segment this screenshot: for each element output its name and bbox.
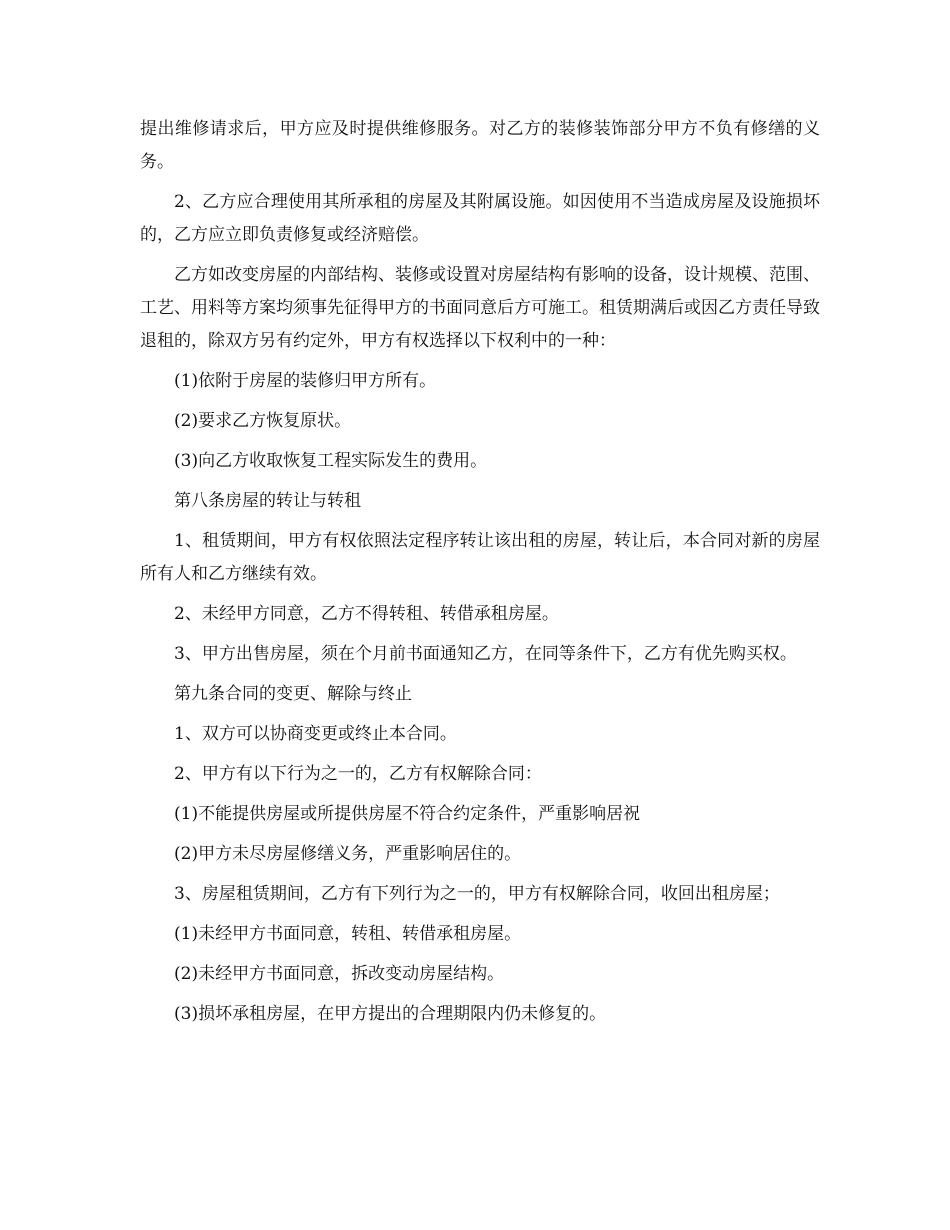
list-item-3: (3)向乙方收取恢复工程实际发生的费用。 bbox=[174, 451, 488, 471]
article-9-clause-3: 3、房屋租赁期间，乙方有下列行为之一的，甲方有权解除合同，收回出租房屋； bbox=[174, 884, 780, 904]
section-heading-article-9: 第九条合同的变更、解除与终止 bbox=[174, 684, 412, 704]
article-8-clause-1: 1、租赁期间，甲方有权依照法定程序转让该出租的房屋，转让后，本合同对新的房屋所有人和乙方继续有效。 bbox=[140, 531, 820, 584]
paragraph-3: 乙方如改变房屋的内部结构、装修或设置对房屋结构有影响的设备，设计规模、范围、工艺、用料等方案均须事先征得甲方的书面同意后方可施工。租赁期满后或因乙方责任导致退租的，除双方另有约定外，甲方有权选择以下权利中的一种： bbox=[140, 265, 820, 351]
document-body bbox=[140, 113, 820, 1038]
article-8-clause-2: 2、未经甲方同意，乙方不得转租、转借承租房屋。 bbox=[174, 604, 559, 624]
list-item-2: (2)要求乙方恢复原状。 bbox=[174, 411, 352, 431]
article-9-clause-3-item-2: (2)未经甲方书面同意，拆改变动房屋结构。 bbox=[174, 964, 505, 984]
section-heading-article-8: 第八条房屋的转让与转租 bbox=[174, 491, 361, 511]
paragraph-1: 提出维修请求后，甲方应及时提供维修服务。对乙方的装修装饰部分甲方不负有修缮的义务。 bbox=[140, 119, 820, 172]
article-8-clause-3: 3、甲方出售房屋，须在个月前书面通知乙方，在同等条件下，乙方有优先购买权。 bbox=[174, 644, 797, 664]
article-9-clause-2-item-2: (2)甲方未尽房屋修缮义务，严重影响居住的。 bbox=[174, 844, 522, 864]
article-9-clause-3-item-3: (3)损坏承租房屋，在甲方提出的合理期限内仍未修复的。 bbox=[174, 1004, 607, 1024]
article-9-clause-1: 1、双方可以协商变更或终止本合同。 bbox=[174, 724, 457, 744]
article-9-clause-2: 2、甲方有以下行为之一的，乙方有权解除合同： bbox=[174, 764, 542, 784]
list-item-1: (1)依附于房屋的装修归甲方所有。 bbox=[174, 371, 437, 391]
article-9-clause-3-item-1: (1)未经甲方书面同意，转租、转借承租房屋。 bbox=[174, 924, 522, 944]
article-9-clause-2-item-1: (1)不能提供房屋或所提供房屋不符合约定条件，严重影响居祝 bbox=[174, 804, 641, 824]
paragraph-2: 2、乙方应合理使用其所承租的房屋及其附属设施。如因使用不当造成房屋及设施损坏的，乙方应立即负责修复或经济赔偿。 bbox=[140, 192, 820, 245]
